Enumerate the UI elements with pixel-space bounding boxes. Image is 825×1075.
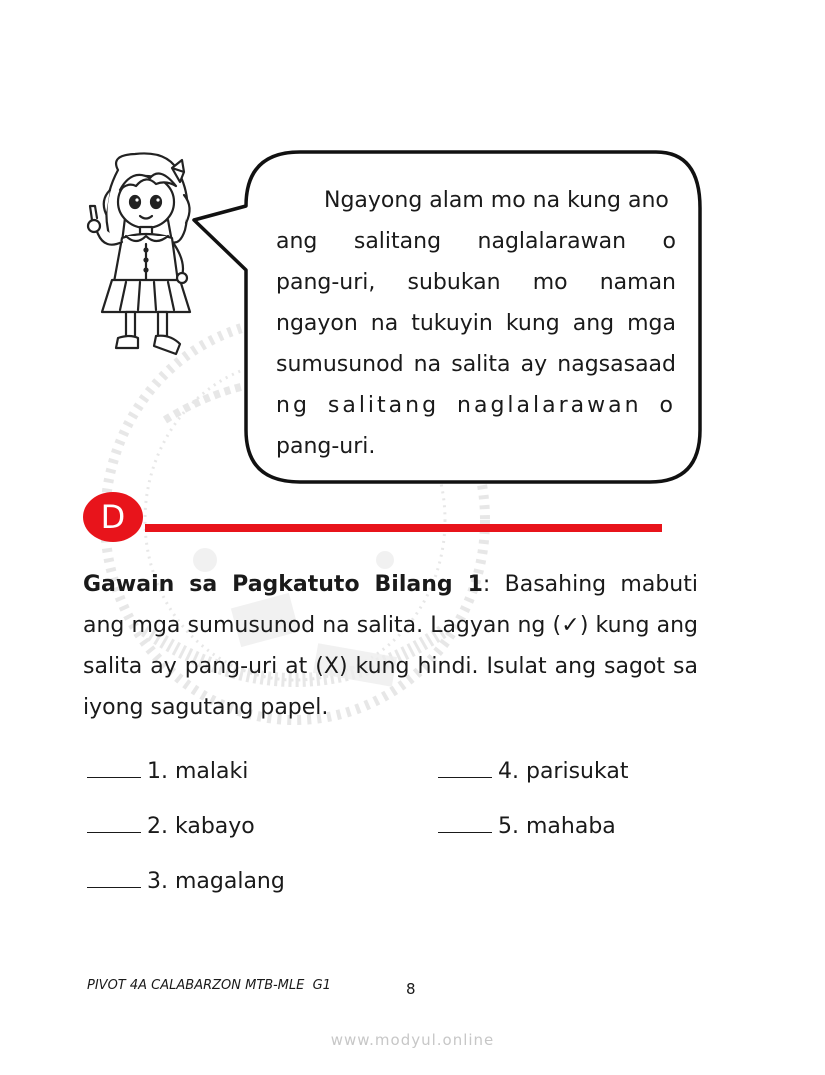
bubble-line: pang-uri, subukan mo naman <box>276 270 676 295</box>
answer-blank <box>438 812 492 833</box>
answer-blank <box>87 812 141 833</box>
bubble-line: ng salitang naglalarawan o <box>276 393 676 418</box>
bubble-line: sumusunod na salita ay nagsasaad <box>276 352 676 377</box>
item-label: 1. malaki <box>147 759 249 784</box>
activity-instruction-text: : Basahing mabuti ang mga sumusunod na salita. Lagyan ng (✓) kung ang salita ay pang-uri at (X) kung hindi. Isulat ang sagot sa iyong sagutang papel. <box>83 572 698 720</box>
site-watermark: www.modyul.online <box>330 1031 495 1049</box>
bubble-line: ngayon na tukuyin kung ang mga <box>276 311 676 336</box>
list-item <box>438 757 628 786</box>
list-item <box>87 867 285 896</box>
section-letter-badge: D <box>83 492 143 542</box>
section-divider-line <box>145 524 662 532</box>
item-label: 2. kabayo <box>147 814 255 839</box>
item-label: 5. mahaba <box>498 814 616 839</box>
list-item <box>87 757 248 786</box>
speech-bubble-text <box>276 180 676 467</box>
list-item <box>438 812 616 841</box>
bubble-line: ang salitang naglalarawan o <box>276 229 676 254</box>
activity-instructions <box>83 564 698 728</box>
answer-blank <box>87 867 141 888</box>
footer-text: PIVOT 4A CALABARZON MTB-MLE G1 <box>87 978 331 993</box>
item-label: 4. parisukat <box>498 759 629 784</box>
answer-blank <box>87 757 141 778</box>
item-label: 3. magalang <box>147 869 285 894</box>
bubble-line: Ngayong alam mo na kung ano <box>324 188 669 213</box>
activity-title: Gawain sa Pagkatuto Bilang 1 <box>83 572 483 597</box>
list-item <box>87 812 255 841</box>
page-number: 8 <box>406 980 416 998</box>
bubble-line: pang-uri. <box>276 434 376 459</box>
answer-blank <box>438 757 492 778</box>
